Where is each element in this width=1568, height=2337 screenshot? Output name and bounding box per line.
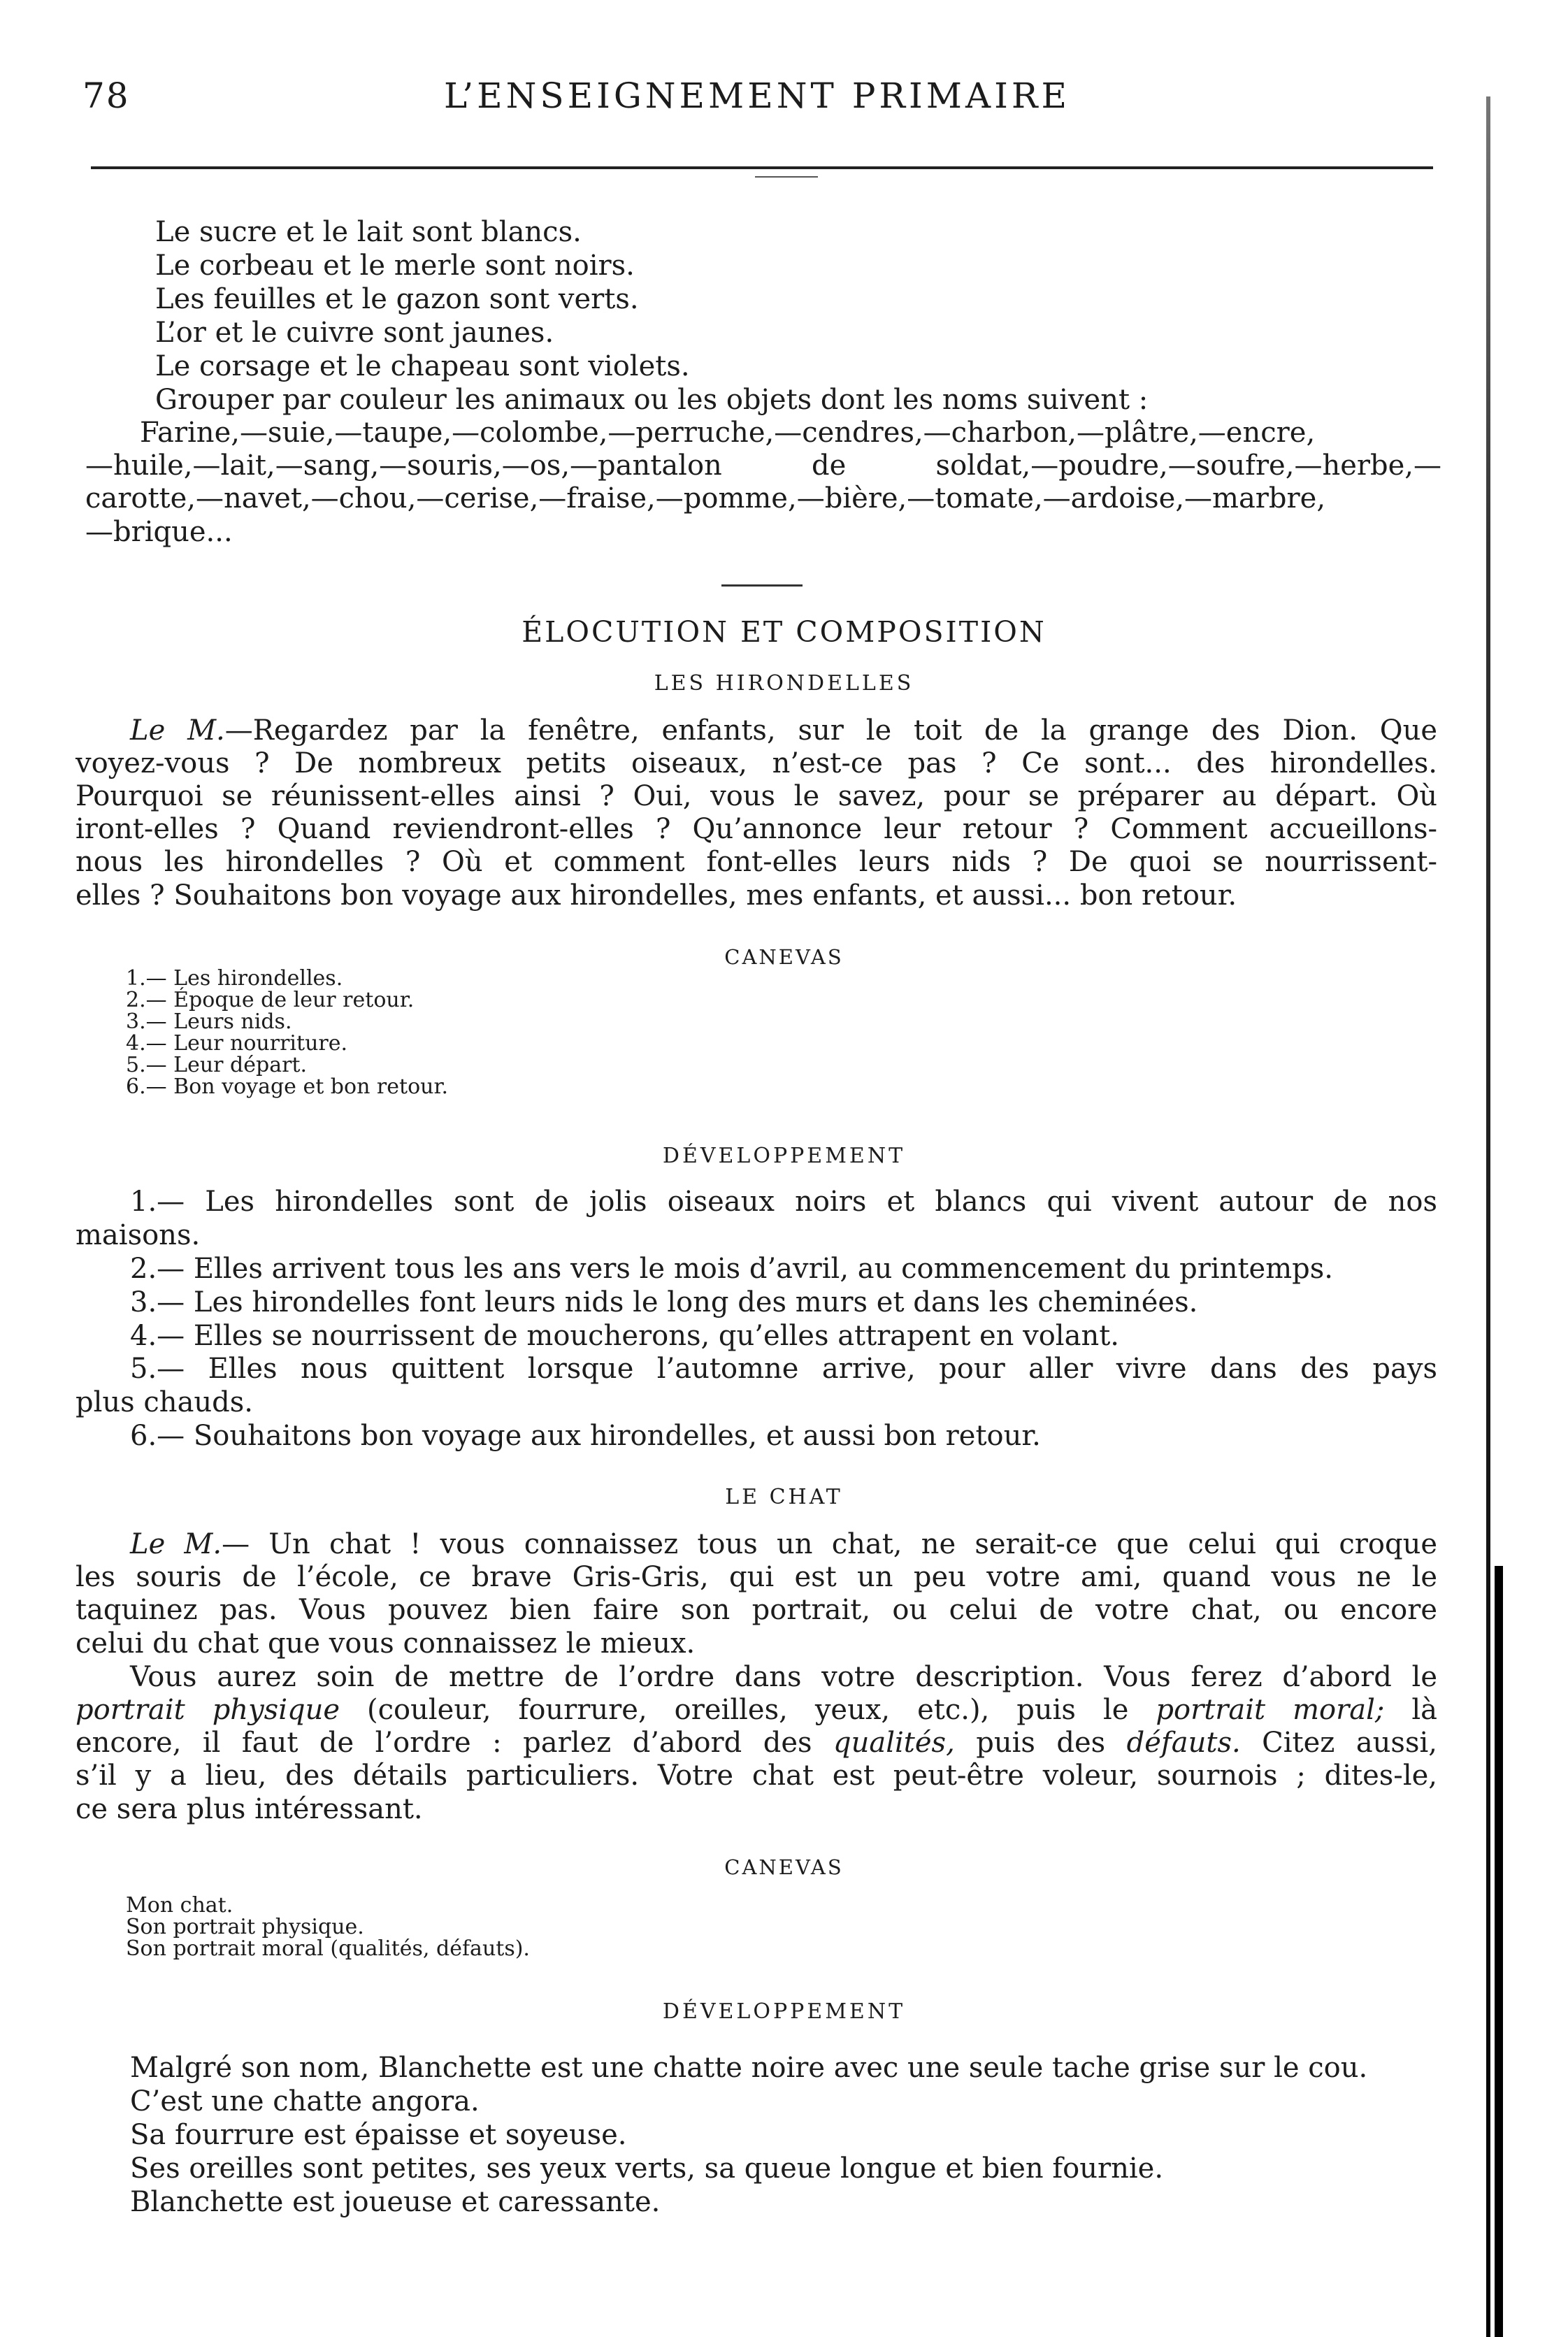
page-number: 78 — [82, 75, 130, 116]
section-divider — [721, 584, 803, 587]
developpement-chat — [130, 2051, 1367, 2219]
canevas-list-chat — [126, 1894, 530, 1960]
color-sentences — [155, 215, 1148, 417]
paragraph-line: portrait physique (couleur, fourrure, oreilles, yeux, etc.), puis le portrait moral; là — [75, 1694, 1438, 1726]
canevas-item: 6.— Bon voyage et bon retour. — [126, 1074, 449, 1099]
paragraph-line: ce sera plus intéressant. — [75, 1793, 423, 1825]
paragraph-line: Le M.—Regardez par la fenêtre, enfants, sur le toit de la grange des Dion. Que — [130, 714, 1438, 747]
paragraph-line: Le M.— Un chat ! vous connaissez tous un chat, ne serait-ce que celui qui croque — [130, 1528, 1437, 1560]
paragraph-line: les souris de l’école, ce brave Gris-Gris, qui est un peu votre ami, quand vous ne le — [75, 1561, 1437, 1593]
emphasis-term: qualités, — [833, 1727, 955, 1759]
word-list-line: —brique... — [85, 516, 233, 548]
sentence-line: Le sucre et le lait sont blancs. — [155, 216, 582, 248]
running-title: L’ENSEIGNEMENT PRIMAIRE — [444, 75, 1070, 116]
developpement-title-hirondelles: DÉVELOPPEMENT — [662, 1144, 906, 1168]
paragraph-line: taquinez pas. Vous pouvez bien faire son portrait, ou celui de votre chat, ou encore — [75, 1594, 1437, 1626]
sentence-line: Le corsage et le chapeau sont violets. — [155, 350, 690, 382]
developpement-line: Blanchette est joueuse et caressante. — [130, 2186, 661, 2218]
developpement-line: plus chauds. — [75, 1386, 254, 1418]
paragraph-line: Pourquoi se réunissent-elles ainsi ? Oui, vous le savez, pour se préparer au départ. Où — [75, 780, 1437, 812]
paragraph-line: s’il y a lieu, des détails particuliers. Votre chat est peut-être voleur, sournois ; dites-le, — [75, 1760, 1437, 1792]
developpement-line: Sa fourrure est épaisse et soyeuse. — [130, 2119, 627, 2151]
canevas-item: Son portrait moral (qualités, défauts). — [126, 1936, 530, 1961]
canevas-item: Son portrait physique. — [126, 1915, 364, 1939]
canevas-item: 3.— Leurs nids. — [126, 1009, 292, 1034]
page-header — [82, 75, 1432, 131]
subsection-title-chat: LE CHAT — [725, 1485, 843, 1509]
paragraph-line: iront-elles ? Quand reviendront-elles ? Qu’annonce leur retour ? Comment accueillons- — [75, 813, 1437, 845]
sentence-line: L’or et le cuivre sont jaunes. — [155, 317, 554, 349]
canevas-title-hirondelles: CANEVAS — [724, 945, 844, 969]
header-rule-fragment — [755, 176, 818, 178]
canevas-item: 2.— Époque de leur retour. — [126, 988, 415, 1012]
canevas-title-chat: CANEVAS — [724, 1855, 844, 1879]
developpement-line: C’est une chatte angora. — [130, 2085, 480, 2117]
paragraph-line: celui du chat que vous connaissez le mieux. — [75, 1627, 696, 1660]
speaker-label: Le M. — [130, 714, 225, 747]
developpement-line: Malgré son nom, Blanchette est une chatte noire avec une seule tache grise sur le cou. — [130, 2052, 1368, 2084]
speaker-label: Le M. — [130, 1528, 222, 1560]
word-list-line: carotte,—navet,—chou,—cerise,—fraise,—pomme,—bière,—tomate,—ardoise,—marbre, — [85, 482, 1326, 515]
chat-paragraph-2 — [75, 1661, 1437, 1826]
subsection-title-hirondelles: LES HIRONDELLES — [654, 671, 914, 696]
header-rule — [91, 166, 1433, 169]
developpement-line: Ses oreilles sont petites, ses yeux verts, sa queue longue et bien fournie. — [130, 2152, 1164, 2185]
hirondelles-paragraph — [75, 714, 1437, 912]
developpement-line: 2.— Elles arrivent tous les ans vers le mois d’avril, au commencement du printemps. — [130, 1253, 1333, 1285]
right-edge-border-thick — [1495, 1566, 1503, 2337]
sentence-line: Les feuilles et le gazon sont verts. — [155, 283, 639, 315]
emphasis-term: portrait physique — [75, 1694, 340, 1726]
developpement-line: 3.— Les hirondelles font leurs nids le long des murs et dans les cheminées. — [130, 1286, 1198, 1318]
developpement-line: maisons. — [75, 1219, 201, 1251]
paragraph-line: encore, il faut de l’ordre : parlez d’abord des qualités, puis des défauts. Citez aussi, — [75, 1727, 1437, 1759]
emphasis-term: portrait moral; — [1156, 1694, 1385, 1726]
grouper-instruction: Grouper par couleur les animaux ou les objets dont les noms suivent : — [155, 384, 1149, 416]
paragraph-line: elles ? Souhaitons bon voyage aux hirondelles, mes enfants, et aussi... bon retour. — [75, 879, 1237, 912]
canevas-item: 5.— Leur départ. — [126, 1053, 308, 1077]
word-list — [85, 417, 1441, 549]
word-list-line: —huile,—lait,—sang,—souris,—os,—pantalon de soldat,—poudre,—soufre,—herbe,— — [85, 450, 1441, 482]
developpement-line: 4.— Elles se nourrissent de moucherons, qu’elles attrapent en volant. — [130, 1320, 1119, 1352]
developpement-title-chat: DÉVELOPPEMENT — [662, 1999, 906, 2024]
developpement-line: 6.— Souhaitons bon voyage aux hirondelles, et aussi bon retour. — [130, 1420, 1041, 1452]
canevas-list-hirondelles — [126, 968, 448, 1098]
developpement-hirondelles — [75, 1186, 1437, 1453]
word-list-line: Farine,—suie,—taupe,—colombe,—perruche,—cendres,—charbon,—plâtre,—encre, — [140, 417, 1316, 449]
canevas-item: 1.— Les hirondelles. — [126, 966, 343, 991]
developpement-line: 1.— Les hirondelles sont de jolis oiseaux noirs et blancs qui vivent autour de nos — [130, 1186, 1437, 1218]
canevas-item: Mon chat. — [126, 1893, 233, 1918]
emphasis-term: défauts. — [1126, 1727, 1241, 1759]
canevas-item: 4.— Leur nourriture. — [126, 1031, 348, 1056]
paragraph-line: voyez-vous ? De nombreux petits oiseaux, n’est-ce pas ? Ce sont... des hirondelles. — [75, 747, 1437, 779]
paragraph-line: Vous aurez soin de mettre de l’ordre dans votre description. Vous ferez d’abord le — [130, 1661, 1437, 1693]
sentence-line: Le corbeau et le merle sont noirs. — [155, 250, 635, 282]
developpement-line: 5.— Elles nous quittent lorsque l’automne arrive, pour aller vivre dans des pays — [130, 1353, 1437, 1385]
paragraph-line: nous les hirondelles ? Où et comment font-elles leurs nids ? De quoi se nourrissent- — [75, 846, 1437, 878]
chat-paragraph-1 — [75, 1528, 1437, 1660]
section-title: ÉLOCUTION ET COMPOSITION — [522, 615, 1046, 649]
